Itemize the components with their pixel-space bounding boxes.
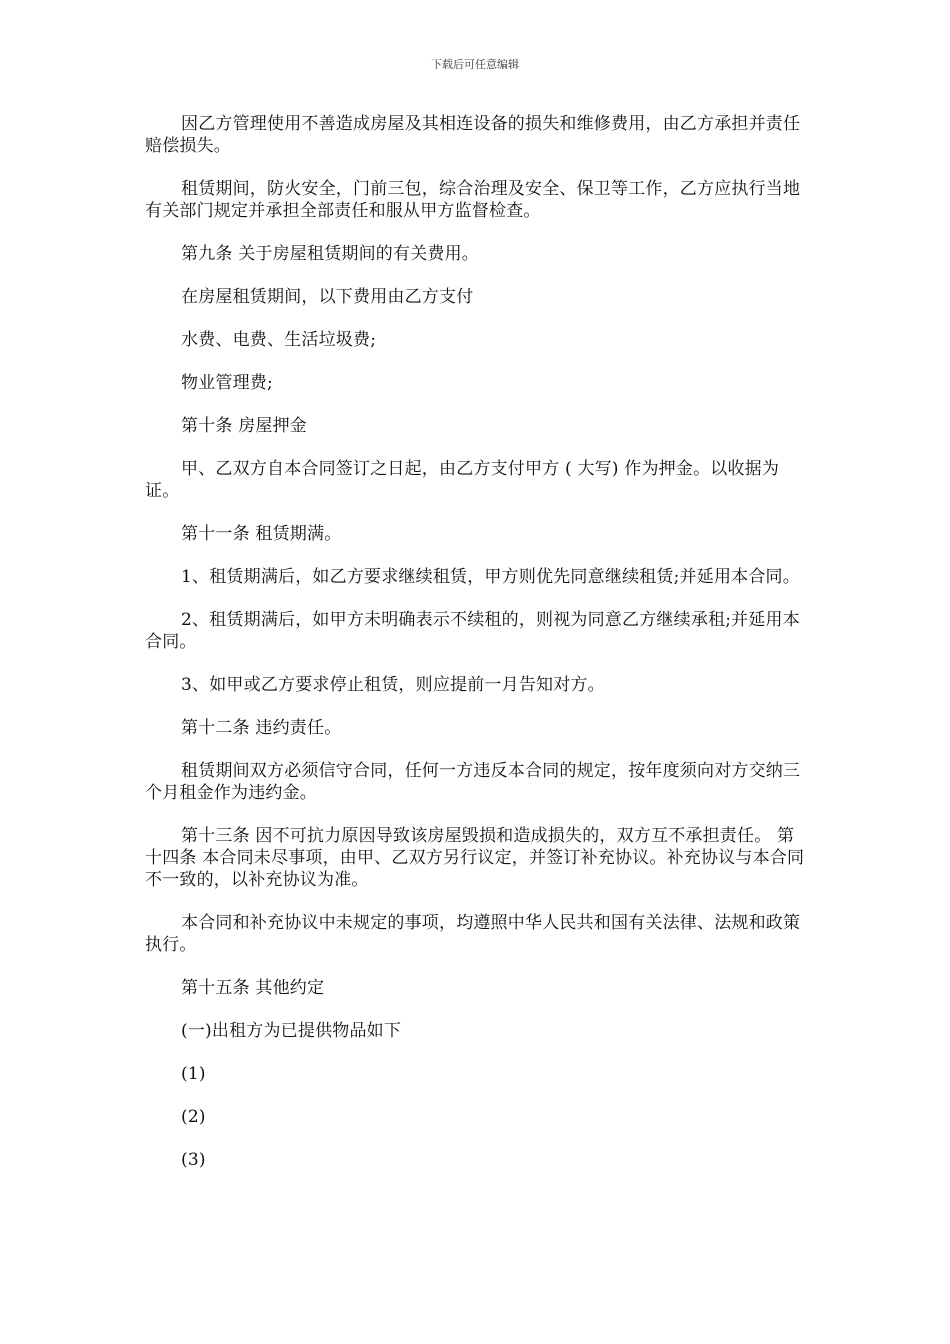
paragraph-utility-fees: 水费、电费、生活垃圾费;: [181, 330, 377, 350]
paragraph-renewal-2: 2、租赁期满后，如甲方未明确表示不续租的，则视为同意乙方继续承租;并延用本合同。: [145, 610, 800, 652]
paragraph-fees-intro: 在房屋租赁期间，以下费用由乙方支付: [181, 287, 474, 307]
paragraph-property-fee: 物业管理费;: [181, 373, 273, 393]
paragraph-deposit: 甲、乙双方自本合同签订之日起，由乙方支付甲方 ( 大写) 作为押金。以收据为证。: [145, 459, 780, 501]
paragraph-fire-safety: 租赁期间，防火安全，门前三包，综合治理及安全、保卫等工作，乙方应执行当地有关部门规定并承担全部责任和服从甲方监督检查。: [145, 179, 801, 221]
paragraph-renewal-1: 1、租赁期满后，如乙方要求继续租赁，甲方则优先同意继续租赁;并延用本合同。: [181, 567, 800, 587]
article-10-heading: 第十条 房屋押金: [181, 416, 308, 436]
list-item-2: (2): [181, 1107, 206, 1127]
paragraph-renewal-3: 3、如甲或乙方要求停止租赁，则应提前一月告知对方。: [181, 675, 605, 695]
article-12-heading: 第十二条 违约责任。: [181, 718, 342, 738]
article-11-heading: 第十一条 租赁期满。: [181, 524, 342, 544]
paragraph-damage-liability: 因乙方管理使用不善造成房屋及其相连设备的损失和维修费用，由乙方承担并责任赔偿损失。: [145, 114, 801, 156]
document-body: [145, 113, 805, 1192]
article-15-heading: 第十五条 其他约定: [181, 978, 325, 998]
paragraph-applicable-law: 本合同和补充协议中未规定的事项，均遵照中华人民共和国有关法律、法规和政策执行。: [145, 913, 801, 955]
article-9-heading: 第九条 关于房屋租赁期间的有关费用。: [181, 244, 480, 264]
paragraph-provided-items: (一)出租方为已提供物品如下: [181, 1021, 402, 1041]
page-header: 下载后可任意编辑: [431, 58, 519, 71]
list-item-1: (1): [181, 1064, 206, 1084]
paragraph-force-majeure: 第十三条 因不可抗力原因导致该房屋毁损和造成损失的，双方互不承担责任。 第十四条 本合同未尽事项，由甲、乙双方另行议定，并签订补充协议。补充协议与本合同不一致的，以补充协议为准。: [145, 826, 805, 890]
paragraph-breach-penalty: 租赁期间双方必须信守合同，任何一方违反本合同的规定，按年度须向对方交纳三个月租金作为违约金。: [145, 761, 801, 803]
list-item-3: (3): [181, 1150, 206, 1170]
